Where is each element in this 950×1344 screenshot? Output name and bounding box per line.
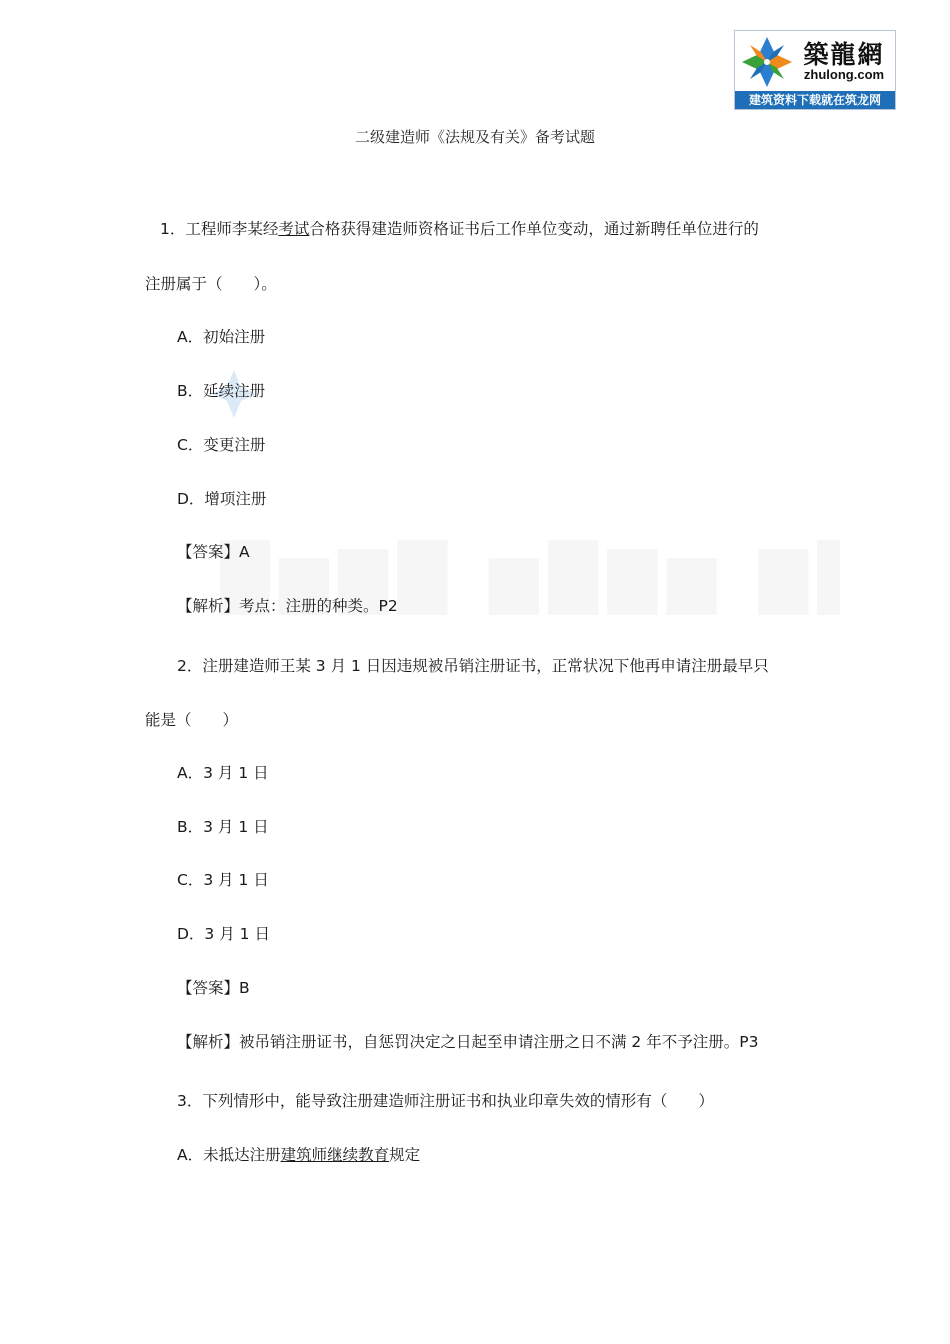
q2-option-d: D．3 月 1 日 bbox=[177, 925, 270, 943]
q2-analysis: 【解析】被吊销注册证书，自惩罚决定之日起至申请注册之日不满 2 年不予注册。P3 bbox=[177, 1033, 759, 1051]
q2-stem-line2: 能是（ ） bbox=[145, 711, 239, 729]
q1-stem-line1 bbox=[160, 218, 759, 240]
q1-answer: 【答案】A bbox=[177, 543, 250, 561]
q2-option-a: A．3 月 1 日 bbox=[177, 764, 269, 782]
page-title: 二级建造师《法规及有关》备考试题 bbox=[354, 128, 595, 146]
logo-top bbox=[735, 31, 895, 91]
q1-analysis: 【解析】考点：注册的种类。P2 bbox=[177, 597, 398, 615]
q1-option-a: A．初始注册 bbox=[177, 328, 266, 346]
q2-answer: 【答案】B bbox=[177, 979, 250, 997]
zhulong-flower-icon bbox=[739, 35, 795, 89]
q1-option-d: D．增项注册 bbox=[177, 490, 267, 508]
q3-education-link[interactable]: 建筑师继续教育 bbox=[280, 1146, 390, 1164]
q1-option-c: C．变更注册 bbox=[177, 436, 266, 454]
logo-chinese-name: 築龍網 bbox=[803, 40, 885, 69]
q3-option-a-post: 规定 bbox=[389, 1146, 421, 1164]
q1-option-b: B．延续注册 bbox=[177, 382, 266, 400]
logo-domain: zhulong.com bbox=[803, 67, 885, 82]
q1-stem-line2: 注册属于（ ）。 bbox=[145, 275, 277, 293]
q1-exam-link[interactable]: 考试 bbox=[278, 220, 310, 238]
q2-option-b: B．3 月 1 日 bbox=[177, 818, 269, 836]
logo-tagline: 建筑资料下载就在筑龙网 bbox=[735, 91, 895, 109]
q1-stem-post: 合格获得建造师资格证书后工作单位变动，通过新聘任单位进行的 bbox=[309, 220, 759, 238]
q3-option-a-pre: A．未抵达注册 bbox=[177, 1146, 281, 1164]
q2-stem-line1: 2．注册建造师王某 3 月 1 日因违规被吊销注册证书，正常状况下他再申请注册最早只 bbox=[177, 657, 769, 675]
q2-option-c: C．3 月 1 日 bbox=[177, 871, 269, 889]
q1-stem-pre: 1．工程师李某经 bbox=[160, 220, 279, 238]
q3-stem: 3．下列情形中，能导致注册建造师注册证书和执业印章失效的情形有（ ） bbox=[177, 1092, 714, 1110]
zhulong-logo[interactable] bbox=[734, 30, 896, 110]
q3-option-a bbox=[177, 1144, 420, 1166]
